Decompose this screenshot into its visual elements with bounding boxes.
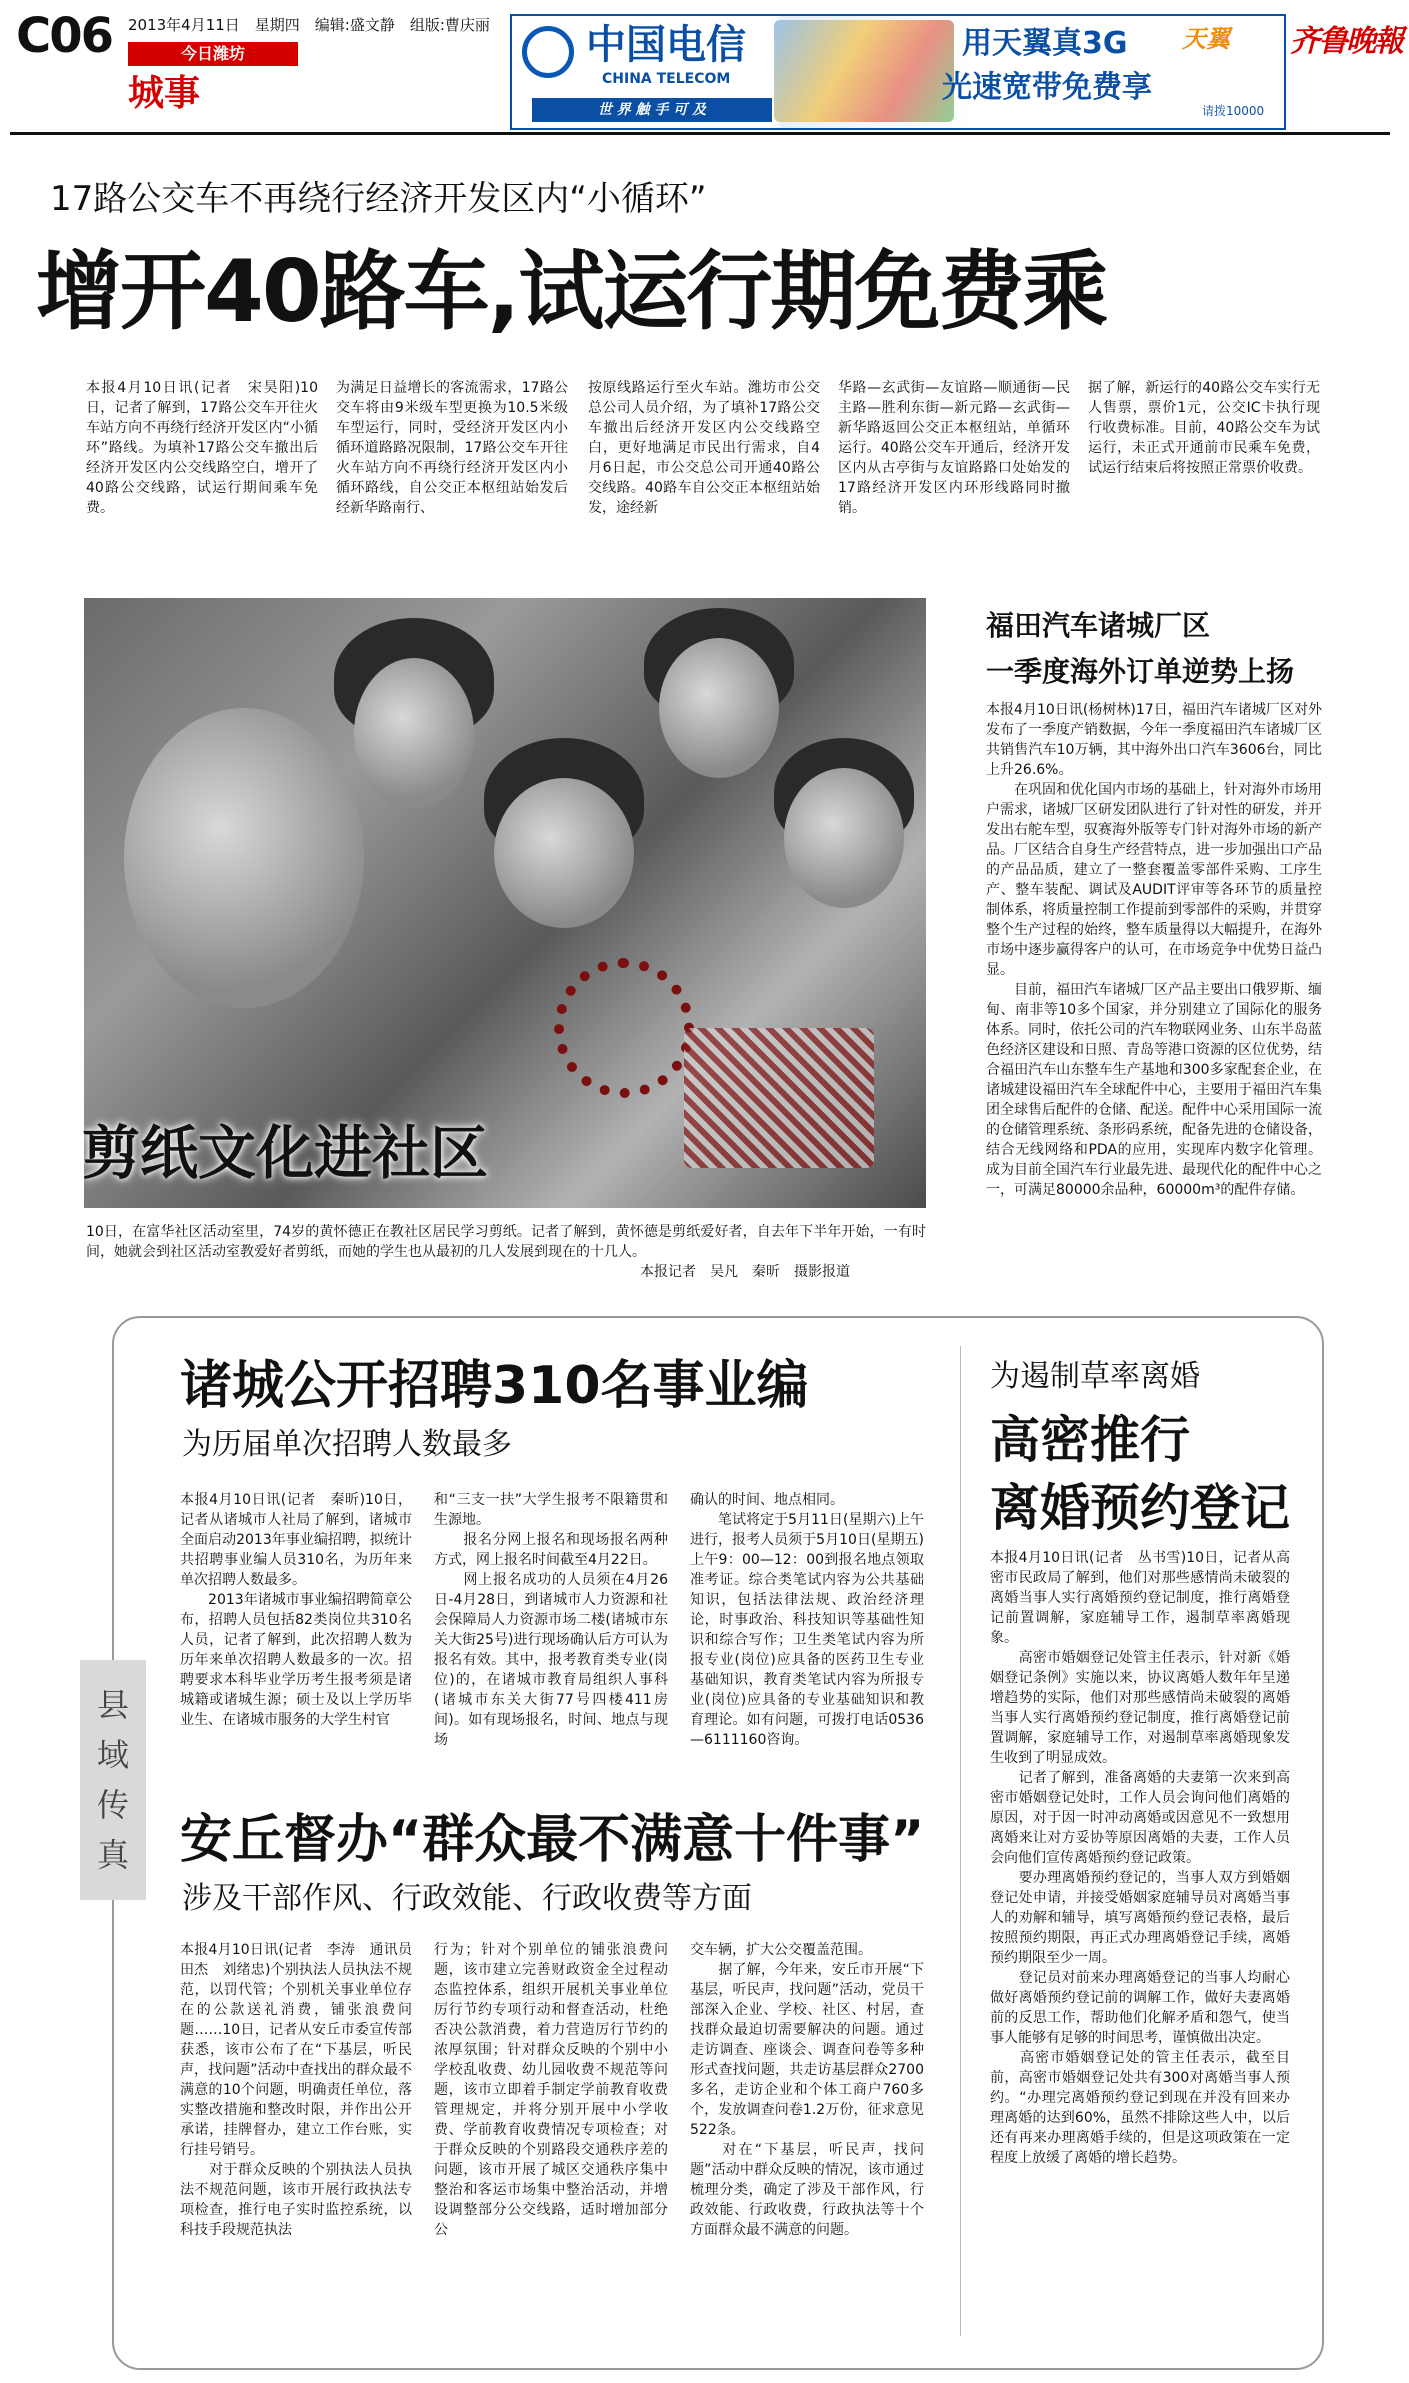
ad-brand-cn: 中国电信 xyxy=(586,21,746,68)
gaomi-headline-line-1: 高密推行 xyxy=(990,1411,1190,1469)
photo-credit: 本报记者 吴凡 秦昕 摄影报道 xyxy=(640,1264,850,1280)
section-title: 城事 xyxy=(128,73,201,114)
photo-person xyxy=(659,638,779,778)
photo-headline: 剪纸文化进社区 xyxy=(82,1119,489,1187)
zhucheng-column-2: 和“三支一扶”大学生报考不限籍贯和生源地。 报名分网上报名和现场报名两种方式，网上报名时间截至4月22日。 网上报名成功的人员须在4月26日-4月28日，到诸城市人力资源和社会保障局人力资源市场二楼(诸城市东关大街25号)进行现场确认后方可认为报名有效。其中，报考教育类专业(岗位)的，在诸城市教育局组织人事科(诸城市东关大街77号四楼411房间)。如有现场报名，时间、地点与现场 xyxy=(434,1492,668,1748)
section-tag: 今日潍坊 xyxy=(128,42,298,66)
photo-person xyxy=(494,778,634,928)
lead-column-3: 按原线路运行至火车站。潍坊市公交总公司人员介绍，为了填补17路公交车撤出后经济开发区内公交线路空白，更好地满足市民出行需求，自4月6日起，市公交总公司开通40路公交线路。40路车自公交正本枢纽站始发，途经新 xyxy=(588,380,820,516)
papercut-artwork xyxy=(554,958,694,1098)
gaomi-headline-line-2: 离婚预约登记 xyxy=(990,1479,1290,1537)
header-rule xyxy=(10,132,1390,135)
photo-person xyxy=(354,658,474,808)
anqiu-headline: 安丘督办“群众最不满意十件事” xyxy=(180,1810,925,1870)
photo-caption: 10日，在富华社区活动室里，74岁的黄怀德正在教社区居民学习剪纸。记者了解到，黄怀德是剪纸爱好者，自去年下半年开始，一有时间，她就会到社区活动室教爱好者剪纸，而她的学生也从最初的几人发展到现在的十几人。 xyxy=(86,1224,926,1260)
papercut-photo xyxy=(84,598,926,1208)
ad-hotline: 请拨10000 xyxy=(1202,104,1265,118)
county-divider xyxy=(960,1346,961,2336)
ad-people-image xyxy=(774,20,954,122)
papercut-artwork xyxy=(684,1028,874,1168)
ad-brand-en: CHINA TELECOM xyxy=(602,71,731,87)
page-number: C06 xyxy=(16,8,113,64)
foton-kicker: 福田汽车诸城厂区 xyxy=(986,609,1211,642)
zhucheng-column-1: 本报4月10日讯(记者 秦昕)10日，记者从诸城市人社局了解到，诸城市全面启动2013年事业编招聘，拟统计共招聘事业编人员310名，为历年来单次招聘人数最多。 2013年诸城市事业编招聘简章公布，招聘人员包括82类岗位共310名人员，记者了解到，此次招聘人数为历年来单次招聘人数最多的一次。招聘要求本科毕业学历考生报考须是诸城籍或诸城生源；硕士及以上学历毕业生、在诸城市服务的大学生村官 xyxy=(180,1492,412,1728)
anqiu-column-2: 行为；针对个别单位的铺张浪费问题，该市建立完善财政资金全过程动态监控体系，组织开展机关事业单位厉行节约专项行动和督查活动，杜绝否决公款消费，着力营造厉行节约的浓厚氛围；针对群众反映的个别中小学校乱收费、幼儿园收费不规范等问题，该市立即着手制定学前教育收费管理规定，并将分别开展中小学收费、学前教育收费情况专项检查；对于群众反映的个别路段交通秩序差的问题，该市开展了城区交通秩序集中整治和客运市场集中整治活动，并增设调整部分公交线路，适时增加部分公 xyxy=(434,1942,668,2238)
lead-column-4: 华路—玄武街—友谊路—顺通街—民主路—胜利东街—新元路—玄武街—新华路返回公交正本枢纽站，单循环运行。40路公交车开通后，经济开发区内从古亭街与友谊路路口处始发的17路经济开发区内环形线路同时撤销。 xyxy=(838,380,1070,516)
telecom-ad[interactable] xyxy=(510,14,1286,130)
anqiu-column-3: 交车辆，扩大公交覆盖范围。 据了解，今年来，安丘市开展“下基层，听民声，找问题”活动，党员干部深入企业、学校、社区、村居，查找群众最迫切需要解决的问题。通过走访调查、座谈会、调查问卷等多种形式查找问题，共走访基层群众2700多名，走访企业和个体工商户760多个，发放调查问卷1.2万份，征求意见522条。 对在“下基层，听民声，找问题”活动中群众反映的情况，该市通过梳理分类，确定了涉及干部作风，行政效能、行政收费，行政执法等十个方面群众最不满意的问题。 xyxy=(690,1942,924,2238)
ad-line-2: 光速宽带免费享 xyxy=(942,70,1152,105)
foton-headline: 一季度海外订单逆势上扬 xyxy=(986,655,1295,688)
photo-person xyxy=(124,708,364,1008)
county-side-label: 县域传真 xyxy=(96,1686,129,1874)
lead-column-2: 为满足日益增长的客流需求，17路公交车将由9米级车型更换为10.5米级车型运行，同时，受经济开发区内小循环道路路况限制，17路公交车开往火车站方向不再绕行经济开发区内小循环路线，自公交正本枢纽站始发后经新华路南行、 xyxy=(336,380,568,516)
zhucheng-headline: 诸城公开招聘310名事业编 xyxy=(180,1356,809,1416)
photo-person xyxy=(784,768,904,908)
ad-slogan: 世 界 触 手 可 及 xyxy=(532,98,772,122)
gaomi-body: 本报4月10日讯(记者 丛书雪)10日，记者从高密市民政局了解到，他们对那些感情尚未破裂的离婚当事人实行离婚预约登记制度，推行离婚登记前置调解，家庭辅导工作，遏制草率离婚现象。 高密市婚姻登记处管主任表示，针对新《婚姻登记条例》实施以来，协议离婚人数年年呈递增趋势的实际，他们对那些感情尚未破裂的离婚当事人实行离婚预约登记制度，推行离婚登记前置调解，家庭辅导工作，对遏制草率离婚现象发生收到了明显成效。 记者了解到，准备离婚的夫妻第一次来到高密市婚姻登记处时，工作人员会询问他们离婚的原因，对于因一时冲动离婚或因意见不一致想用离婚来让对方妥协等原因离婚的夫妻，工作人员会向他们宣传离婚预约登记政策。 要办理离婚预约登记的，当事人双方到婚姻登记处申请，并接受婚姻家庭辅导员对离婚当事人的劝解和辅导，填写离婚预约登记表格，最后按照预约期限，再正式办理离婚登记手续，离婚预约期限至少一周。 登记员对前来办理离婚登记的当事人均耐心做好离婚预约登记前的调解工作，做好夫妻离婚前的反思工作，帮助他们化解矛盾和怨气，使当事人能够有足够的时间思考，谨慎做出决定。 高密市婚姻登记处的管主任表示，截至目前，高密市婚姻登记处共有300对离婚当事人预约。“办理完离婚预约登记到现在并没有回来办理离婚的达到60%，虽然不排除这些人中，以后还有再来办理离婚手续的，但是这项政策在一定程度上放缓了离婚的增长趋势。 xyxy=(990,1550,1290,2166)
telecom-logo-icon xyxy=(522,26,574,78)
anqiu-column-1: 本报4月10日讯(记者 李涛 通讯员 田杰 刘绪忠)个别执法人员执法不规范，以罚代管；个别机关事业单位存在的公款送礼消费，铺张浪费问题……10日，记者从安丘市委宣传部获悉，该市公布了在“下基层，听民声，找问题”活动中查找出的群众最不满意的10个问题，明确责任单位，落实整改措施和整改时限，并作出公开承诺，挂牌督办，建立工作台账，实行挂号销号。 对于群众反映的个别执法人员执法不规范问题，该市开展行政执法专项检查，推行电子实时监控系统，以科技手段规范执法 xyxy=(180,1942,412,2238)
gaomi-kicker: 为遏制草率离婚 xyxy=(990,1359,1200,1394)
ad-line-1: 用天翼真3G xyxy=(962,26,1128,61)
lead-kicker: 17路公交车不再绕行经济开发区内“小循环” xyxy=(50,179,707,219)
zhucheng-column-3: 确认的时间、地点相同。 笔试将定于5月11日(星期六)上午进行，报考人员须于5月10日(星期五)上午9：00—12：00到报名地点领取准考证。综合类笔试内容为公共基础知识，包括法律法规、政治经济理论，时事政治、科技知识等基础性知识和综合写作；卫生类笔试内容为所报专业(岗位)应具备的医药卫生专业基础知识，教育类笔试内容为所报专业(岗位)应具备的专业基础知识和教育理论。如有问题，可拨打电话0536—6111160咨询。 xyxy=(690,1492,924,1748)
page-header xyxy=(0,0,1409,125)
foton-body: 本报4月10日讯(杨树林)17日，福田汽车诸城厂区对外发布了一季度产销数据，今年一季度福田汽车诸城厂区共销售汽车10万辆，其中海外出口汽车3606台，同比上升26.6%。 在巩固和优化国内市场的基础上，针对海外市场用户需求，诸城厂区研发团队进行了针对性的研发，并开发出右舵车型，驭赛海外版等专门针对海外市场的新产品。厂区结合自身生产经营特点，进一步加强出口产品的产品品质，建立了一整套覆盖零部件采购、工序生产、整车装配、调试及AUDIT评审等各环节的质量控制体系，将质量控制工作提前到零部件的采购，并贯穿整个生产过程的始终，整车质量得以大幅提升，在海外市场中逐步赢得客户的认可，在市场竞争中优势日益凸显。 目前，福田汽车诸城厂区产品主要出口俄罗斯、缅甸、南非等10多个国家，并分别建立了国际化的服务体系。同时，依托公司的汽车物联网业务、山东半岛蓝色经济区建设和日照、青岛等港口资源的区位优势，结合福田汽车山东整车生产基地和300多家配套企业，在诸城建设福田汽车全球配件中心，主要用于福田汽车集团全球售后配件的仓储、配送。配件中心采用国际一流的仓储管理系统、条形码系统，配备先进的仓储设备，结合无线网络和PDA的应用，实现库内数字化管理。成为目前全国汽车行业最先进、最现代化的配件中心之一，可满足80000余品种，60000m³的配件存储。 xyxy=(986,702,1322,1198)
ad-tianyi-logo: 天翼 xyxy=(1182,25,1230,53)
date-line: 2013年4月11日 星期四 编辑:盛文静 组版:曹庆丽 xyxy=(128,16,490,34)
anqiu-subhead: 涉及干部作风、行政效能、行政收费等方面 xyxy=(182,1881,752,1916)
lead-column-1: 本报4月10日讯(记者 宋昊阳)10日，记者了解到，17路公交车开往火车站方向不再绕行经济开发区内“小循环”路线。为填补17路公交车撤出后经济开发区内公交线路空白，增开了40路公交线路，试运行期间乘车免费。 xyxy=(86,380,318,516)
paper-name: 齐鲁晚報 xyxy=(1290,24,1402,59)
lead-headline: 增开40路车,试运行期免费乘 xyxy=(36,242,1107,342)
lead-column-5: 据了解，新运行的40路公交车实行无人售票，票价1元，公交IC卡执行现行收费标准。目前，40路公交车为试运行，未正式开通前市民乘车免费，试运行结束后将按照正常票价收费。 xyxy=(1088,380,1320,476)
zhucheng-subhead: 为历届单次招聘人数最多 xyxy=(182,1427,512,1462)
